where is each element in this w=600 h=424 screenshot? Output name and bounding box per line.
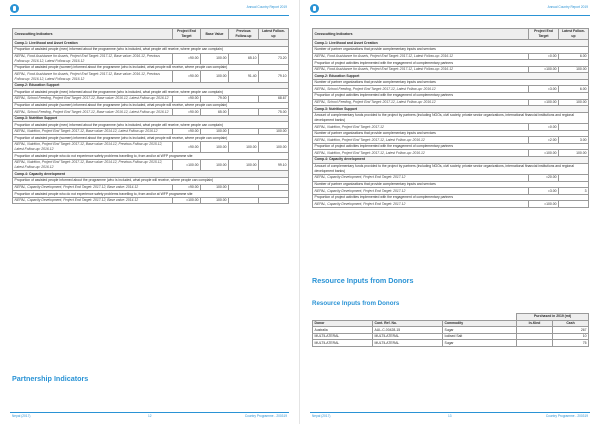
indicator-value: =2.00: [529, 137, 559, 144]
page-number: 12: [148, 414, 152, 418]
indicator-row: [313, 181, 589, 188]
donor-cell: [517, 327, 553, 334]
indicator-row: [13, 153, 289, 160]
indicator-row: [313, 112, 589, 123]
page-number: 13: [448, 414, 452, 418]
indicator-value: 100.00: [259, 142, 289, 153]
header-text: Annual Country Report 2019: [547, 5, 588, 9]
indicator-value: 68.67: [259, 96, 289, 103]
indicator-value: =100.00: [173, 197, 201, 204]
indicator-value: =90.00: [173, 96, 201, 103]
column-header: Crosscutting Indicators: [313, 29, 529, 40]
indicator-row: [13, 102, 289, 109]
header-divider: [10, 15, 289, 16]
section-row: [13, 82, 289, 89]
donor-cell: Sugar: [443, 340, 517, 347]
indicator-value: [259, 184, 289, 191]
indicator-value: 100.00: [559, 99, 589, 106]
table-row: [313, 99, 589, 106]
section-title: Comp.1: Livelihood and Asset Creation: [313, 40, 589, 47]
indicator-name: Number of partner organizations that provide complementary inputs and services: [313, 46, 589, 53]
indicator-value: 79.10: [259, 71, 289, 82]
indicator-value: 99.10: [259, 160, 289, 171]
donor-cell: MULTILATERAL: [373, 340, 443, 347]
donor-group-header-row: [313, 314, 589, 321]
indicator-value: =20.00: [529, 174, 559, 181]
partnership-indicators-table: [312, 28, 589, 208]
donor-cell: MULTILATERAL: [313, 333, 373, 340]
column-header: Latest Follow-up: [559, 29, 589, 40]
section-row: [13, 171, 289, 178]
indicator-value: =90.00: [173, 53, 201, 64]
indicator-value: [229, 96, 259, 103]
indicator-value: 79.00: [201, 96, 229, 103]
table-row: [13, 109, 289, 116]
indicator-source: NEPAL, School Feeding, Project End Target: 2017.12, Base value: 2016.12, Latest Follow-up: 2016.12: [13, 109, 173, 116]
partnership-indicators-title: Partnership Indicators: [12, 374, 89, 383]
table-row: [13, 160, 289, 171]
section-row: [313, 157, 589, 164]
indicator-row: [313, 79, 589, 86]
indicator-value: =3.00: [529, 188, 559, 195]
wfp-logo-icon: [310, 4, 319, 13]
indicator-row: [313, 93, 589, 100]
indicator-name: Proportion of assisted people who do not experience safety problems travelling to, from and/or at WFP programme site: [13, 191, 289, 198]
indicator-name: Number of partner organizations that provide complementary inputs and services: [313, 79, 589, 86]
donor-column-header: Donor: [313, 320, 373, 327]
indicator-name: Number of partner organizations that provide complementary inputs and services: [313, 130, 589, 137]
right-page: [300, 0, 600, 424]
indicator-row: [313, 163, 589, 174]
donor-cell: Iodised Salt: [443, 333, 517, 340]
indicator-value: 100.00: [201, 184, 229, 191]
table-row: [13, 53, 289, 64]
indicator-row: [13, 177, 289, 184]
table-row: [13, 197, 289, 204]
indicator-value: 100.00: [201, 128, 229, 135]
indicator-name: Proportion of assisted people (men) informed about the programme (who is included, what people will receive, where people can complain): [13, 46, 289, 53]
indicator-source: NEPAL, Nutrition, Project End Target: 2017.12, Base value: 2014.12, Previous Follow-up: 2015.12, Latest Follow-up: 2016.12: [13, 160, 173, 171]
table-row: [313, 124, 589, 131]
indicator-value: =100.00: [173, 160, 201, 171]
indicator-row: [13, 89, 289, 96]
indicator-value: =90.00: [173, 109, 201, 116]
indicator-source: NEPAL, Capacity Development, Project End Target: 2017.12: [313, 201, 529, 208]
indicator-value: =0.00: [529, 124, 559, 131]
table-row: [313, 137, 589, 144]
indicator-value: 100.00: [201, 71, 229, 82]
table-row: [313, 53, 589, 60]
indicator-name: Proportion of assisted people (women) informed about the programme (who is included, what people will receive, where people can complain): [13, 102, 289, 109]
indicator-value: [229, 109, 259, 116]
indicator-value: =90.00: [173, 128, 201, 135]
indicator-value: 100.00: [201, 142, 229, 153]
resource-inputs-subtitle: Resource Inputs from Donors: [312, 300, 400, 307]
column-header: Previous Follow-up: [229, 29, 259, 40]
donor-group-header: Purchased in 2019 (mt): [517, 314, 589, 321]
indicator-value: [229, 128, 259, 135]
indicator-source: NEPAL, Nutrition, Project End Target: 2017.12: [313, 124, 529, 131]
indicator-value: 100.00: [559, 150, 589, 157]
indicator-name: Number of partner organizations that provide complementary inputs and services: [313, 181, 589, 188]
table-row: [313, 201, 589, 208]
indicator-value: =100.00: [529, 99, 559, 106]
indicator-name: Proportion of assisted people who do not experience safety problems travelling to, from and/or at WFP programme site: [13, 153, 289, 160]
indicator-value: =100.00: [529, 150, 559, 157]
donor-cell: 10: [553, 333, 589, 340]
section-title: Comp.2: Education Support: [313, 73, 589, 80]
indicator-value: [559, 174, 589, 181]
footer-right: Country Programme - 200319: [244, 414, 287, 418]
indicator-source: NEPAL, School Feeding, Project End Target: 2017.12, Base value: 2016.12, Latest Follow-up: 2016.12: [13, 96, 173, 103]
indicator-row: [13, 122, 289, 129]
donor-cell: 267: [553, 327, 589, 334]
indicator-source: NEPAL, Capacity Development, Project End Target: 2017.12: [313, 174, 529, 181]
indicator-value: 65.10: [229, 53, 259, 64]
indicator-source: NEPAL, Capacity Development, Project End Target: 2017.12, Base value: 2014.12: [13, 197, 173, 204]
header-text: Annual Country Report 2019: [246, 5, 287, 9]
section-row: [313, 106, 589, 113]
indicator-row: [13, 46, 289, 53]
table-row: [313, 340, 589, 347]
indicator-value: =0.00: [529, 53, 559, 60]
table-row: [13, 71, 289, 82]
indicator-name: Proportion of assisted people (women) informed about the programme (who is included, what people will receive, where people can complain): [13, 135, 289, 142]
column-header: Crosscutting Indicators: [13, 29, 173, 40]
indicator-value: =100.00: [529, 66, 559, 73]
indicator-row: [13, 135, 289, 142]
indicator-value: 91.40: [229, 71, 259, 82]
indicator-value: 75.00: [259, 109, 289, 116]
table-row: [313, 174, 589, 181]
indicator-source: NEPAL, Nutrition, Project End Target: 2017.12, Base value: 2014.12, Latest Follow-up: 2016.12: [13, 128, 173, 135]
wfp-logo-icon: [10, 4, 19, 13]
donor-cell: Australia: [313, 327, 373, 334]
indicator-source: NEPAL, Capacity Development, Project End Target: 2017.12: [313, 188, 529, 195]
donor-header-row: [313, 320, 589, 327]
indicator-value: =3.00: [529, 86, 559, 93]
indicator-value: 100.00: [559, 66, 589, 73]
indicator-source: NEPAL, Nutrition, Project End Target: 2017.12, Latest Follow-up: 2016.12: [313, 150, 529, 157]
indicator-source: NEPAL, Food Assistance for Assets, Project End Target: 2017.12, Latest Follow-up: 2016.12: [313, 53, 529, 60]
section-title: Comp.2: Education Support: [13, 82, 289, 89]
indicator-value: 100.00: [229, 142, 259, 153]
footer-right: Country Programme - 200319: [545, 414, 588, 418]
column-header: Base Value: [201, 29, 229, 40]
table-row: [13, 128, 289, 135]
donor-table: [312, 313, 589, 347]
indicator-row: [13, 191, 289, 198]
indicator-value: =100.00: [529, 201, 559, 208]
table-row: [313, 66, 589, 73]
table-row: [313, 150, 589, 157]
section-title: Comp.4: Capacity development: [313, 157, 589, 164]
indicator-value: 65.00: [201, 109, 229, 116]
indicator-row: [13, 64, 289, 71]
table-row: [13, 142, 289, 153]
table-header-row: [13, 29, 289, 40]
donor-column-header: Cont. Ref. No.: [373, 320, 443, 327]
table-row: [313, 327, 589, 334]
indicator-source: NEPAL, Capacity Development, Project End Target: 2017.12, Base value: 2014.12: [13, 184, 173, 191]
donor-cell: [517, 333, 553, 340]
footer-left: Nepal (2017): [312, 414, 331, 418]
donor-cell: [517, 340, 553, 347]
indicator-source: NEPAL, School Feeding, Project End Target: 2017.12, Latest Follow-up: 2016.12: [313, 86, 529, 93]
footer-divider: [310, 412, 590, 413]
indicator-row: [313, 194, 589, 201]
indicator-source: NEPAL, Nutrition, Project End Target: 2017.12, Base value: 2014.12, Previous Follow-up: 2015.12, Latest Follow-up: 2016.12: [13, 142, 173, 153]
indicator-value: 73.20: [259, 53, 289, 64]
column-header: Project End Target: [529, 29, 559, 40]
section-title: Comp.3: Nutrition Support: [313, 106, 589, 113]
indicator-row: [313, 60, 589, 67]
indicator-value: 100.00: [201, 160, 229, 171]
table-header-row: [313, 29, 589, 40]
indicator-name: Amount of complementary funds provided to the project by partners (including NGOs, civil society, private sector organizations, international financial institutions and regional development banks): [313, 112, 589, 123]
indicator-value: [259, 197, 289, 204]
section-row: [13, 40, 289, 47]
indicator-row: [313, 130, 589, 137]
indicator-value: 6.00: [559, 86, 589, 93]
table-row: [313, 86, 589, 93]
indicator-value: 6.00: [559, 53, 589, 60]
indicator-source: NEPAL, School Feeding, Project End Target: 2017.12, Latest Follow-up: 2016.12: [313, 99, 529, 106]
indicator-source: NEPAL, Food Assistance for Assets, Project End Target: 2017.12, Latest Follow-up: 2016.12: [313, 66, 529, 73]
section-row: [313, 40, 589, 47]
indicator-name: Proportion of assisted people (men) informed about the programme (who is included, what people will receive, where people can complain): [13, 89, 289, 96]
section-title: Comp.4: Capacity development: [13, 171, 289, 178]
indicator-source: NEPAL, Food Assistance for Assets, Project End Target: 2017.12, Base value: 2016.12, Previous Follow-up: 2016.12, Latest Follow-up: 2016.12: [13, 53, 173, 64]
indicator-name: Proportion of project activities implemented with the engagement of complementary partners: [313, 194, 589, 201]
donor-column-header: Commodity: [443, 320, 517, 327]
indicator-value: 3.00: [559, 137, 589, 144]
donor-cell: 75: [553, 340, 589, 347]
indicator-source: NEPAL, Food Assistance for Assets, Project End Target: 2017.12, Base value: 2016.12, Previous Follow-up: 2016.12, Latest Follow-up: 2016.12: [13, 71, 173, 82]
indicator-row: [313, 143, 589, 150]
indicator-row: [313, 46, 589, 53]
indicator-name: Proportion of assisted people (women) informed about the programme (who is included, what people will receive, where people can complain): [13, 64, 289, 71]
indicator-name: Proportion of assisted people (men) informed about the programme (who is included, what people will receive, where people can complain): [13, 122, 289, 129]
donor-column-header: Cash: [553, 320, 589, 327]
indicator-name: Proportion of project activities implemented with the engagement of complementary partners: [313, 143, 589, 150]
indicator-name: Proportion of project activities implemented with the engagement of complementary partners: [313, 60, 589, 67]
section-row: [13, 115, 289, 122]
indicator-value: 100.00: [259, 128, 289, 135]
table-row: [13, 184, 289, 191]
indicator-source: NEPAL, Nutrition, Project End Target: 2017.12, Latest Follow-up: 2016.12: [313, 137, 529, 144]
indicator-value: 100.00: [229, 160, 259, 171]
crosscutting-indicators-table: [12, 28, 289, 204]
column-header: Latest Follow-up: [259, 29, 289, 40]
indicator-value: 3: [559, 188, 589, 195]
indicator-name: Proportion of assisted people informed about the programme (who is included, what people will receive, where people can complain): [13, 177, 289, 184]
indicator-name: Amount of complementary funds provided to the project by partners (including NGOs, civil society, private sector organizations, international financial institutions and regional development banks): [313, 163, 589, 174]
header-divider: [310, 15, 590, 16]
section-title: Comp.1: Livelihood and Asset Creation: [13, 40, 289, 47]
table-row: [313, 333, 589, 340]
resource-inputs-title: Resource Inputs from Donors: [312, 276, 414, 285]
indicator-value: [559, 124, 589, 131]
indicator-value: =90.00: [173, 71, 201, 82]
indicator-value: [229, 197, 259, 204]
donor-group-spacer: [313, 314, 517, 321]
indicator-value: 100.00: [201, 53, 229, 64]
indicator-value: [559, 201, 589, 208]
donor-cell: Sugar: [443, 327, 517, 334]
footer-divider: [10, 412, 289, 413]
footer-left: Nepal (2017): [12, 414, 31, 418]
donor-cell: AUL-C-00428-15: [373, 327, 443, 334]
section-title: Comp.3: Nutrition Support: [13, 115, 289, 122]
indicator-value: =90.00: [173, 142, 201, 153]
donor-column-header: In-Kind: [517, 320, 553, 327]
table-row: [313, 188, 589, 195]
donor-cell: MULTILATERAL: [373, 333, 443, 340]
indicator-value: 100.00: [201, 197, 229, 204]
indicator-name: Proportion of project activities implemented with the engagement of complementary partners: [313, 93, 589, 100]
table-row: [13, 96, 289, 103]
indicator-value: [229, 184, 259, 191]
column-header: Project End Target: [173, 29, 201, 40]
indicator-value: =90.00: [173, 184, 201, 191]
donor-cell: MULTILATERAL: [313, 340, 373, 347]
section-row: [313, 73, 589, 80]
